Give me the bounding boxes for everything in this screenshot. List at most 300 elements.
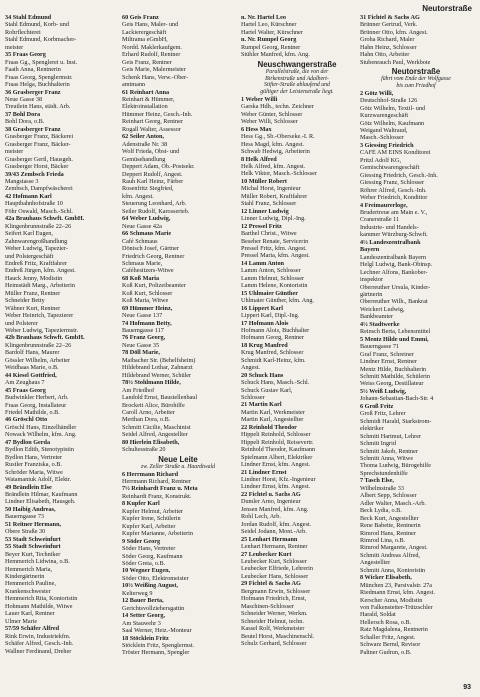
resident-entry: Deppert Adam, Ob.-Postsekr. <box>122 163 195 171</box>
resident-entry: Maibacher Str. (Behelfsheim) <box>122 356 196 364</box>
address-entry: 47 Bydlon Gerda <box>5 438 51 446</box>
address-entry: 1 Weber Willi <box>241 95 278 103</box>
resident-entry: Masch.-Schlosser <box>360 134 404 142</box>
address-entry: 10 Wegner Eugen, <box>122 567 171 575</box>
resident-entry: Harald, Soldat <box>360 611 396 619</box>
address-entry: 68 Koß Maria <box>122 274 160 282</box>
resident-entry: Grasberger Franz, Bäcker- <box>5 140 71 148</box>
resident-entry: Schneider Werner, Werkm. <box>241 610 308 618</box>
resident-entry: Kerscher Anna, Modistin <box>360 596 423 604</box>
address-entry: 61 Reinhart Anna <box>122 88 170 96</box>
resident-entry: Herrmann Richard, Rentner <box>122 477 191 485</box>
resident-entry: Müller Franz, Rentner <box>5 289 61 297</box>
resident-entry: Zahnwarengroßhandlung <box>5 237 68 245</box>
resident-entry: Weber Ludwig, Tapezier- <box>5 245 68 253</box>
address-entry: 27 Leubecker Kurt <box>241 550 292 558</box>
page-number: 93 <box>463 684 471 691</box>
column-3 <box>241 14 353 647</box>
resident-entry: Bergmann Erwin, Schlosser <box>241 587 311 595</box>
resident-entry: Klingenbrunnstraße 22–26 <box>5 222 72 230</box>
resident-entry: Schmitt Andreas Alfred, <box>360 551 420 559</box>
resident-entry: Leubecker Elfriede, Lehrerin <box>241 565 313 573</box>
resident-entry: Seidel Alfred, Angestellter <box>122 431 188 439</box>
resident-entry: Giessing Friedrich, Gesch.-Inh. <box>360 171 438 179</box>
column-2 <box>122 14 234 657</box>
address-entry: 53 Stadt Schweinfurt <box>5 535 61 543</box>
resident-entry: Kassel Rolf, Werkmeister <box>241 625 305 633</box>
address-entry: 64 Weber Ludwig, <box>122 215 171 223</box>
resident-entry: Am Stauwehr 3 <box>122 619 161 627</box>
resident-entry: Söder Hans, Vertreter <box>122 545 176 553</box>
resident-entry: Koß Maria, Witwe <box>122 297 169 305</box>
address-entry: 4 Freimaurerloge, <box>360 201 408 209</box>
resident-entry: Oberreuther Ursula, Kinder- <box>360 283 431 291</box>
resident-entry: Gröschl Hans, Einzelhändler <box>5 423 77 431</box>
resident-entry: Riedmann Ernst, kfm. Angest. <box>360 589 435 597</box>
resident-entry: Lechner Alfons, Bankober- <box>360 268 428 276</box>
resident-entry: Mentz Hilde, Buchhalterin <box>360 365 427 373</box>
resident-entry: Brudertreue am Main e. V., <box>360 209 428 217</box>
resident-entry: Friedrich Georg, Rentner <box>122 252 185 260</box>
address-entry: 7½ Reinhardt Franz u. Meta <box>122 485 198 493</box>
resident-entry: Röhrer Alfred, Gesch.-Inh. <box>360 186 427 194</box>
street-note: Birkenstraße und Adalbert- <box>265 75 329 82</box>
resident-entry: Lamm Anton, Schlosser <box>241 267 301 275</box>
resident-entry: Schultesstraße 20 <box>122 446 166 454</box>
resident-entry: Pressel Fritz, kfm. Angest. <box>241 244 307 252</box>
address-entry: 5½ Weiß Ludwig, <box>360 387 407 395</box>
resident-entry: Geis Franz, Rentner <box>122 58 172 66</box>
address-entry: 15 Uhlmaier Günther <box>241 289 298 297</box>
resident-entry: Steuerung Leonhard, Arb. <box>122 200 187 208</box>
resident-entry: Seiler Rudolf, Karosserieb. <box>122 207 190 215</box>
resident-entry: Treutlein Hans, städt. Arb. <box>5 103 71 111</box>
address-entry: 57/59 Schäfer Alfred <box>5 625 60 633</box>
resident-entry: Grasberger Horst, Bäcker <box>5 163 69 171</box>
resident-entry: Erhard Rudolf, Rentner <box>122 51 181 59</box>
resident-entry: Lindner Horst, Kfz.-Ingenieur <box>241 476 316 484</box>
address-entry: 44 Kiesel Gottfried, <box>5 371 57 379</box>
resident-entry: Stahl Edmund, Korb- und <box>5 21 69 29</box>
resident-entry: Bauerngasse 73 <box>5 513 45 521</box>
resident-entry: Schulz Gerhard, Schlosser <box>241 639 307 647</box>
street-note: führt vom Ende der Wolfgasse <box>381 76 451 83</box>
resident-entry: Schmitt Ingrid <box>360 440 396 448</box>
address-entry: 25 Lenhart Hermann <box>241 535 298 543</box>
resident-entry: Stahl Edmund, Korbmacher- <box>5 36 77 44</box>
street-note: zw. Zeller Straße u. Haardtwald <box>140 463 216 470</box>
resident-entry: Elektroinstallation <box>122 103 168 111</box>
address-entry: 38 Grasberger Franz <box>5 125 61 133</box>
address-entry: 51 Reitner Hermann, <box>5 520 62 528</box>
resident-entry: Pressel Maria, kfm. Angest. <box>241 252 310 260</box>
resident-entry: Hemmerich Maria, <box>5 565 53 573</box>
address-entry: n. Nr. Hartel Leo <box>241 14 286 21</box>
resident-entry: Beck Lydia, o.B. <box>360 507 402 515</box>
resident-entry: Wilhelmstraße 33 <box>360 484 404 492</box>
resident-entry: Hofmann Georg, Rentner <box>241 334 304 342</box>
address-entry: 42a Brauhaus Schwft. GmbH. <box>5 215 85 223</box>
resident-entry: Bydlon Edith, Stenotypistin <box>5 446 74 454</box>
resident-entry: Brünner Otto, kfm. Angest. <box>360 28 428 36</box>
resident-entry: inspektor <box>360 276 384 284</box>
address-entry: 2 Götz Willi, <box>360 89 394 97</box>
resident-entry: Cranerstraße 11 <box>360 216 400 224</box>
resident-entry: Kurzwarengeschäft <box>360 112 409 120</box>
resident-entry: Lauer Karl, Rentner <box>5 610 55 618</box>
resident-entry: Rohrflechterei <box>5 28 41 36</box>
resident-entry: Fraas Helga, Buchhalterin <box>5 81 70 89</box>
street-note: Stifter-Straße ablaufend und <box>264 82 330 89</box>
resident-entry: Nordd. Maklerkaufgem. <box>122 43 182 51</box>
address-entry: 78 Döll Marie, <box>122 349 160 357</box>
address-entry: 14 Setter Georg, <box>122 612 166 620</box>
resident-entry: Krankenschwester <box>5 587 51 595</box>
street-note: Parallelstraße, die von der <box>265 68 329 75</box>
resident-entry: meister <box>5 43 24 51</box>
resident-entry: Hildebrand Lothar, Zahnarzt <box>122 364 193 372</box>
address-entry: 18 Stöcklein Fritz <box>122 634 169 642</box>
resident-entry: Kupfer Helmut, Arbeiter <box>122 507 183 515</box>
resident-entry: Endreß Fritz, Kraftfahrer <box>5 259 68 267</box>
resident-entry: Dönisch Josef, Gärtner <box>122 245 179 253</box>
column-4 <box>360 14 472 656</box>
resident-entry: Obere Straße 30 <box>5 528 46 536</box>
resident-entry: Schröder Maria, Witwe <box>5 468 63 476</box>
resident-entry: Michal Horst, Ingenieur <box>241 185 301 193</box>
resident-entry: Rimrod Margarete, Angest. <box>360 544 428 552</box>
resident-entry: Weidhaas Marie, o.B. <box>5 364 59 372</box>
resident-entry: Hess Gg., Sb.-Oberseke.-I. R. <box>241 133 315 141</box>
resident-entry: Hemmerich Lidwina, o.B. <box>5 558 70 566</box>
resident-entry: Martin Karl, Werkmeister <box>241 408 305 416</box>
address-entry: 10½ Weißing August, <box>122 582 178 590</box>
resident-entry: Schmitt Jakob, Rentner <box>360 447 418 455</box>
address-entry: 18 Krug Manfred <box>241 341 288 349</box>
resident-entry: Beck Kurt, Angestellter <box>360 514 419 522</box>
address-entry: 12 Linner Ludwig <box>241 207 289 215</box>
resident-entry: Sprechstundenhilfe <box>360 469 408 477</box>
address-entry: 42b Brauhaus Schwft. GmbH. <box>5 334 85 342</box>
resident-entry: Angestellter <box>360 559 391 567</box>
resident-entry: Maschinen-Schlosser <box>241 602 294 610</box>
address-entry: 66 Schmaus Marie <box>122 230 172 238</box>
resident-entry: Neue Gasse 35 <box>122 341 160 349</box>
resident-entry: Hippeli Reinhold, Schlosser <box>241 431 311 439</box>
resident-entry: Stühler Manfred, kfm. Ang. <box>241 51 310 59</box>
resident-entry: kammer Würzburg-Schwft. <box>360 231 428 239</box>
resident-entry: Grasberger Gertl, Hausgeh. <box>5 155 73 163</box>
resident-entry: Klingenbrunnstraße 22–26 <box>5 341 72 349</box>
resident-entry: von Falkenstetter-Trützschler <box>360 604 433 612</box>
resident-entry: Hauck Jenny, Modistin <box>5 274 63 282</box>
resident-entry: Weiss Georg, Destillateur <box>360 380 424 388</box>
resident-entry: Schmitt Cäcilie, Maschinist <box>122 423 191 431</box>
resident-entry: Schwab Hedwig, Arbeiterin <box>241 148 310 156</box>
resident-entry: Martin Karl, Angestellter <box>241 416 304 424</box>
resident-entry: Kindergärtnerin <box>5 572 45 580</box>
address-entry: n. Nr. Rumpel Georg <box>241 36 297 44</box>
resident-entry: Schmidt Harald, Starkstrom- <box>360 417 432 425</box>
resident-entry: Hahn Heinz, Schlosser <box>360 43 417 51</box>
resident-entry: Lenhart Hermann, Rentner <box>241 543 308 551</box>
running-header: Neutorstraße <box>422 4 472 13</box>
resident-entry: Café Schmaus <box>122 237 158 245</box>
street-note: gültiger der Leistenstraße liegt. <box>260 89 334 96</box>
resident-entry: Schlosser <box>241 394 265 402</box>
resident-entry: Bauerngasse 117 <box>122 327 164 335</box>
resident-entry: Schmitt Anna, Kontoristin <box>360 566 426 574</box>
resident-entry: Hohmann Mathilde, Witwe <box>5 602 73 610</box>
address-entry: 74 Hofmann Betty, <box>122 319 172 327</box>
resident-entry: Weber Ludwig, Tapeziermstr. <box>5 327 79 335</box>
resident-entry: Rumpel Georg, Rentner <box>241 43 301 51</box>
resident-entry: Brünner Gertrud, Verk. <box>360 21 418 29</box>
resident-entry: Nowack Wilhelm, kfm. Ang. <box>5 431 77 439</box>
resident-entry: Ratz Magdalena, Rentnerin <box>360 626 428 634</box>
resident-entry: Reinhardt Franz, Konstrukt. <box>122 492 192 500</box>
address-entry: 10 Müller Robert <box>241 177 287 185</box>
resident-entry: Schneider Helmut, techn. <box>241 617 304 625</box>
address-entry: 60 Geis Franz <box>122 14 159 21</box>
resident-entry: Zembsch, Dampfwäscherei <box>5 185 73 193</box>
resident-entry: Lindner Elisabeth, Hausgeh. <box>5 498 76 506</box>
resident-entry: Jensen Manfred, kfm. Ang. <box>241 505 309 513</box>
resident-entry: Kupfer Marianne, Arbeiterin <box>122 530 193 538</box>
resident-entry: Föhr Oswald, Masch.-Schl. <box>5 207 73 215</box>
resident-entry: Wähner Kurt, Rentner <box>5 304 61 312</box>
resident-entry: Hellersch Rosa, o.B. <box>360 618 412 626</box>
address-entry: 35 Fraas Georg <box>5 51 46 59</box>
resident-entry: Faath Anna, Rentnerin <box>5 66 61 74</box>
resident-entry: Stahl Franz, Schlosser <box>241 200 297 208</box>
resident-entry: Hemmerich Rita, Kontoristin <box>5 595 78 603</box>
address-entry: 69 Hümmer Heinz, <box>122 304 173 312</box>
resident-entry: Lippert Karl, Dipl.-Ing. <box>241 312 300 320</box>
resident-entry: Graf Franz, Schreiner <box>360 350 414 358</box>
resident-entry: Weber Heinrich, Tapezierer <box>5 312 74 320</box>
street-heading: Neutorstraße <box>391 67 441 77</box>
street-note: bis zum Friedhof <box>396 82 436 89</box>
resident-entry: gärtnerin <box>360 291 383 298</box>
resident-entry: Landeszentralbank Bayern <box>360 253 427 261</box>
resident-entry: Paltner Gudrun, o.B. <box>360 648 412 656</box>
resident-entry: Helgl Ludwig, Bank-Obinsp. <box>360 261 433 269</box>
resident-entry: Neue Gasse 38 <box>5 95 43 103</box>
resident-entry: Uhlmaier Günther, kfm. Ang. <box>241 297 314 305</box>
resident-entry: Müller Robert, Kraftfahrer <box>241 192 308 200</box>
resident-entry: Leubecker Kurt, Schlosser <box>241 558 307 565</box>
resident-entry: Ulmer Marie <box>5 617 38 625</box>
resident-entry: Hildebrand Werner, Schüler <box>122 371 192 379</box>
resident-entry: Wallner Ferdinand, Dreher <box>5 647 72 655</box>
resident-entry: Geis Marie, Malermeister <box>122 66 186 74</box>
resident-entry: Adler Walter, Masch.-Arb. <box>360 499 426 507</box>
resident-entry: Merthan Dora, o.B. <box>122 416 171 424</box>
resident-entry: Am Friedhof <box>122 386 155 394</box>
resident-entry: Bankbeamter <box>360 313 393 321</box>
resident-entry: Schuck Gustav Karl, <box>241 386 293 394</box>
resident-entry: Adenstraße Nr. 38 <box>122 140 168 148</box>
address-entry: 39/43 Zembsch Frieda <box>5 170 64 178</box>
resident-entry: Wolf Frieda, Obst- und <box>122 148 180 156</box>
resident-entry: Rustler Franziska, o.B. <box>5 461 62 469</box>
resident-entry: Lamm Helene, Kontoristin <box>241 282 308 290</box>
resident-entry: Neue Gasse 42a <box>122 222 162 230</box>
resident-entry: Am Zeughaus 7 <box>5 379 45 387</box>
resident-entry: Budwinkler Herbert, Arb. <box>5 394 69 402</box>
resident-entry: Gemischtwarengeschäft <box>360 164 420 172</box>
resident-entry: München 23, Parsivalstr. 27a <box>360 581 433 589</box>
resident-entry: Koß Kurt, Schlosser <box>122 289 173 297</box>
resident-entry: Schmitt Mathilde, Schülerin <box>360 372 430 380</box>
resident-entry: Neue Gasse 137 <box>122 312 163 320</box>
resident-entry: Weigand Waltraud, <box>360 127 408 135</box>
resident-entry: Groha Richard, Maler <box>360 36 415 44</box>
resident-entry: Thoma Ludwig, Bürogehilfe <box>360 462 431 470</box>
resident-entry: Rogall Walter, Assessor <box>122 125 181 133</box>
resident-entry: Bydlon Hans, Vertreter <box>5 453 63 461</box>
resident-entry: Götz Wilhelm, Textil- und <box>360 104 426 112</box>
resident-entry: Industrie- und Handels- <box>360 223 419 231</box>
resident-entry: Beyer Kurt, Techniker <box>5 550 61 558</box>
resident-entry: meister <box>5 148 24 156</box>
resident-entry: Rosenfritz Siegfried, <box>122 185 174 193</box>
resident-entry: Fraas Georg, Spenglermstr. <box>5 73 73 81</box>
resident-entry: Landold Ernst, Baustellenbaul <box>122 394 198 402</box>
resident-entry: Hess Magd, kfm. Angest. <box>241 140 304 148</box>
street-heading: Neue Leite <box>158 454 198 464</box>
resident-entry: Koß Kurt, Polizeibeamter <box>122 282 186 290</box>
address-entry: 21 Lindner Ernst <box>241 468 287 476</box>
resident-entry: Rauh Karl Heinz, Färber <box>122 177 184 185</box>
resident-entry: Lindner Ernst, Rentner <box>360 358 417 366</box>
address-entry: 46 Gröschl Otto <box>5 416 48 424</box>
resident-entry: Schaller Fritz, Angest. <box>360 633 416 641</box>
resident-entry: Lamm Helmut, Schlosser <box>241 274 305 282</box>
resident-entry: Söder Greta, o.B. <box>122 559 166 567</box>
resident-entry: Gemüsehandlung <box>122 155 166 163</box>
resident-entry: Fraas Gg., Spenglerei u. Inst. <box>5 58 78 66</box>
address-entry: 62 Seiler Anton, <box>122 133 164 141</box>
resident-entry: Schmaus Marie, <box>122 259 163 267</box>
resident-entry: Geis Hans, Maler- und <box>122 21 179 29</box>
address-entry: 36 Grasberger Franz <box>5 88 61 96</box>
resident-entry: CAFÉ AM EINS Konditorei <box>360 149 431 157</box>
resident-entry: Leubecker Hans, Schlosser <box>241 572 309 580</box>
resident-entry: Lindner Ernst, kfm. Angest. <box>241 461 311 469</box>
resident-entry: Schuck Hans, Masch.-Schl. <box>241 379 310 387</box>
address-entry: 6 Groß Fritz <box>360 402 394 410</box>
address-entry: 22 Reinhold Theodor <box>241 423 297 431</box>
resident-entry: Rene Babette, Rentnerin <box>360 522 421 530</box>
resident-entry: Schenk Hans, Verw.-Ober- <box>122 73 189 81</box>
resident-entry: Angest. <box>241 364 261 372</box>
resident-entry: Spielmann Albert, Elektriker <box>241 453 313 461</box>
address-entry: 12 Bauer Berta, <box>122 597 164 605</box>
resident-entry: Schneider Betty <box>5 297 45 305</box>
address-entry: 6 Herrmann Richard <box>122 470 179 478</box>
resident-entry: Caroll Arno, Arbeiter <box>122 409 175 417</box>
resident-entry: Bauerngasse 71 <box>360 343 400 351</box>
resident-entry: kfm. Angest. <box>122 192 154 200</box>
address-entry: 12 Pressel Fritz <box>241 222 282 230</box>
resident-entry: Kupfer Irene, Schülerin <box>122 515 181 523</box>
address-entry: 17 Hofmann Alois <box>241 319 289 327</box>
resident-entry: Seifert Karl Eugen, <box>5 230 53 238</box>
resident-entry: Barthel Christ., Witwe <box>241 230 297 238</box>
address-entry: 20 Schuck Hans <box>241 371 284 379</box>
resident-entry: Schmitt Anna, Witwe <box>360 454 414 462</box>
address-entry: 49 Brändlein Else <box>5 483 52 491</box>
resident-entry: elektriker <box>360 425 384 433</box>
resident-entry: und Polsterer <box>5 319 38 327</box>
resident-entry: Reinsch Berta, Lebensmittel <box>360 328 431 336</box>
address-entry: 16 Lippert Karl <box>241 304 283 312</box>
resident-entry: Bardolf Hans, Maurer <box>5 349 60 357</box>
address-entry: 76 Franz Georg, <box>122 334 166 342</box>
resident-entry: Söder Otto, Elektromeister <box>122 574 189 582</box>
address-entry: 4½ Stadtwerke <box>360 320 400 328</box>
resident-entry: Kelterweg 9 <box>122 589 153 597</box>
resident-entry: Weber Günter, Schlosser <box>241 110 303 118</box>
resident-entry: Brockett Alice, Bürohilfe <box>122 401 185 409</box>
resident-entry: Tröster Hermann, Spengler <box>122 649 190 657</box>
resident-entry: Grasberger Franz, Bäckerei <box>5 133 74 141</box>
resident-entry: Stöcklein Fritz, Spenglermst. <box>122 641 195 649</box>
resident-entry: Lackierergeschäft <box>122 28 167 36</box>
address-entry: 21 Martin Karl <box>241 401 282 409</box>
resident-entry: Beseher Renate, Servicerin <box>241 237 309 245</box>
address-entry: 50 Haibig Andreas, <box>5 505 56 513</box>
address-entry: 6 Hess Max <box>241 125 272 133</box>
address-entry: 3 Giessing Friedrich <box>360 141 414 149</box>
resident-entry: Rimrod Hans, Rentner <box>360 529 416 537</box>
resident-entry: Saal Werner, Heiz.-Monteur <box>122 627 192 635</box>
resident-entry: Bohl Dora, o.B. <box>5 118 45 126</box>
resident-entry: Albert Sepp, Schlosser <box>360 492 417 500</box>
address-entry: Bayern <box>360 246 380 254</box>
resident-entry: Heimstädt Marg., Arbeiterin <box>5 282 75 290</box>
address-entry: 55 Stadt Schweinfurt <box>5 543 61 551</box>
address-entry: 8 Kupfer Karl <box>122 500 160 508</box>
resident-entry: Weickert Ludwig, <box>360 305 405 313</box>
address-entry: 4½ Landeszentralbank <box>360 238 421 246</box>
resident-entry: Gerichtsvollziehersgattin <box>122 604 185 612</box>
resident-entry: Seidel Jodann, Mont.-Arb. <box>241 528 307 536</box>
resident-entry: Beutel Horst, Maschinenschl. <box>241 632 315 640</box>
address-entry: 31 Fichtel & Sachs AG <box>360 14 420 21</box>
resident-entry: Schmidt Karl-Heinz, kfm. <box>241 356 306 364</box>
resident-entry: und Polstergeschäft <box>5 252 54 260</box>
resident-entry: Groß Fritz, Lehrer <box>360 410 406 418</box>
resident-entry: Helk Alfred, kfm. Angest. <box>241 162 306 170</box>
resident-entry: Watamaniuk Adolf, Elektr. <box>5 476 72 484</box>
address-entry: 7 Tasch Else, <box>360 477 394 485</box>
column-1 <box>5 14 117 655</box>
resident-entry: Hofmann Friedrich, Ernst, <box>241 595 307 603</box>
resident-entry: Hemmerich Pauline, <box>5 580 56 588</box>
resident-entry: Linner Ludwig, Dipl.-Ing. <box>241 215 306 223</box>
resident-entry: Pritzl Adolf KG, <box>360 156 402 164</box>
resident-entry: Hartel Leo, Kürschner <box>241 21 297 29</box>
address-entry: 37 Bohl Dora <box>5 110 41 118</box>
resident-entry: Brändlein Hilmar, Kaufmann <box>5 491 78 498</box>
resident-entry: Deutschhof-Straße 126 <box>360 97 418 105</box>
address-entry: 14 Lamm Anton <box>241 259 284 267</box>
resident-entry: Hauptbahnhofstraße 10 <box>5 200 63 208</box>
resident-entry: Kupfer Karl, Arbeiter <box>122 522 176 530</box>
